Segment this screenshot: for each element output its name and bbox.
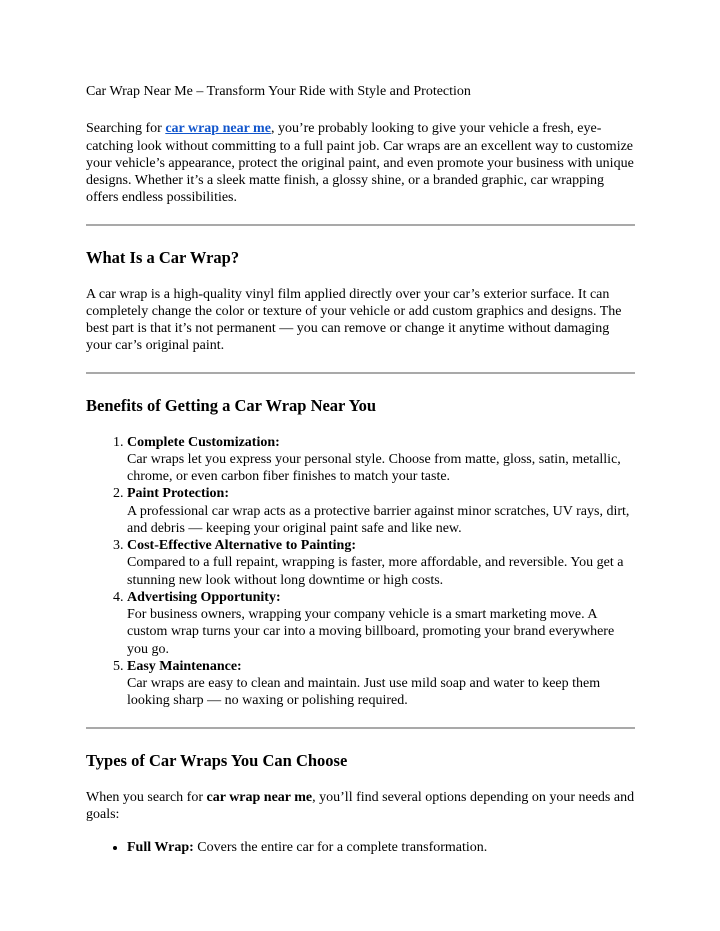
list-item-title: 2. Paint Protection:: [127, 486, 229, 502]
list-item-title: 1. Complete Customization:: [127, 434, 280, 450]
list-item-complete-customization: [127, 434, 635, 486]
list-item-text: For business owners, wrapping your company vehicle is a smart marketing move. A custom wrap turns your car into a moving billboard, promoting your brand everywhere you go.: [127, 607, 615, 657]
document-title: Car Wrap Near Me – Transform Your Ride with Style and Protection: [86, 84, 471, 99]
list-item-advertising-opportunity: [127, 589, 635, 658]
section-divider: [86, 224, 635, 226]
types-text-before-bold: When you search for: [86, 789, 207, 805]
list-item-title: 3. Cost-Effective Alternative to Painting:: [127, 538, 356, 553]
list-item-easy-maintenance: [127, 658, 635, 710]
what-is-paragraph: A car wrap is a high-quality vinyl film applied directly over your car’s exterior surface. It can completely change the color or texture of your vehicle or add custom graphics and designs. The best part is that it’s not permanent — you can remove or change it anytime without damaging your car’s original paint.: [86, 286, 622, 354]
list-item-cost-effective: [127, 537, 635, 589]
list-item-text: A professional car wrap acts as a protective barrier against minor scratches, UV rays, dirt, and debris — keeping your original paint safe and like new.: [127, 503, 630, 536]
car-wrap-near-me-link[interactable]: car wrap near me: [165, 121, 271, 137]
intro-text-after-link: , you’re probably looking to give your vehicle a fresh, eye-catching look without committing to a full paint job. Car wraps are an excellent way to customize your vehicle’s appearance, protect the original paint, and even promote your business with unique designs. Whether it’s a sleek matte finish, a glossy shine, or a branded graphic, car wrapping offers endless possibilities.: [86, 121, 634, 206]
bullet-item-text: Covers the entire car for a complete transformation.: [197, 840, 488, 855]
intro-paragraph: [86, 120, 635, 206]
list-item-title: 4. Advertising Opportunity:: [127, 589, 281, 605]
list-item-text: Car wraps are easy to clean and maintain. Just use mild soap and water to keep them looking sharp — no waxing or polishing required.: [127, 676, 601, 709]
list-item-full-wrap: [127, 839, 635, 856]
benefits-list: [86, 434, 635, 710]
bullet-item-title: Full Wrap:: [127, 840, 194, 855]
section-divider: [86, 727, 635, 729]
section-heading-what-is-a-car-wrap: What Is a Car Wrap?: [86, 247, 240, 267]
types-list: [86, 839, 635, 856]
section-heading-types: Types of Car Wraps You Can Choose: [86, 750, 348, 770]
intro-text-before-link: Searching for: [86, 121, 166, 137]
list-item-text: Car wraps let you express your personal style. Choose from matte, gloss, satin, metallic, chrome, or even carbon fiber finishes to match your taste.: [127, 451, 621, 484]
types-text-after-bold: , you’ll find several options depending on your needs and goals:: [86, 789, 635, 822]
types-paragraph: [86, 789, 635, 824]
types-bold-keyword: car wrap near me: [206, 789, 313, 805]
list-item-text: Compared to a full repaint, wrapping is faster, more affordable, and reversible. You get a stunning new look without long downtime or high costs.: [127, 555, 624, 588]
section-divider: [86, 372, 635, 374]
list-item-paint-protection: [127, 485, 635, 537]
section-heading-benefits: Benefits of Getting a Car Wrap Near You: [86, 395, 377, 415]
list-item-title: 5. Easy Maintenance:: [127, 658, 242, 674]
